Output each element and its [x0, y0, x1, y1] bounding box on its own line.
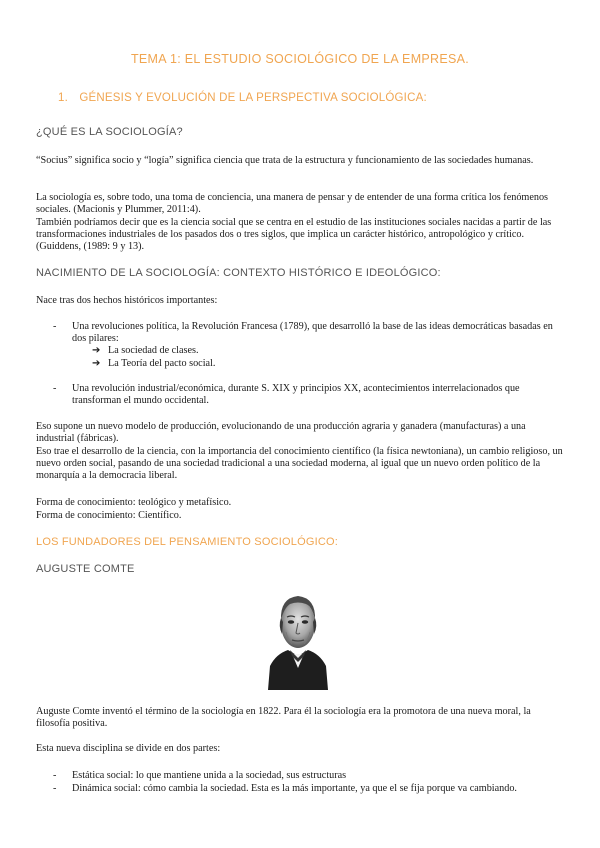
section-label: GÉNESIS Y EVOLUCIÓN DE LA PERSPECTIVA SOCIOLÓGICA:: [79, 92, 427, 104]
paragraph-forma-1: Forma de conocimiento: teológico y metafísico.: [36, 497, 232, 508]
sub-list-item: La sociedad de clases.: [108, 345, 199, 356]
heading-fundadores: LOS FUNDADORES DEL PENSAMIENTO SOCIOLÓGICO:: [36, 536, 338, 548]
bullet-dash: -: [53, 321, 57, 332]
paragraph-ciencia: Eso trae el desarrollo de la ciencia, con la importancia del conocimiento científico (la física newtoniana), un cambio religioso, un nuevo orden social, pasando de una sociedad tradicional a una sociedad moderna, al igual que un nuevo orden político de la monarquía a la democracia liberal.: [36, 446, 563, 482]
paragraph-definition-2: También podríamos decir que es la ciencia social que se centra en el estudio de las instituciones sociales nacidas a partir de las transformaciones industriales de los pasados dos o tres siglos, que implica un carácter histórico, antropológico y crítico. (Guiddens, (1989: 9 y 13).: [36, 217, 552, 253]
heading-nacimiento: NACIMIENTO DE LA SOCIOLOGÍA: CONTEXTO HISTÓRICO E IDEOLÓGICO:: [36, 267, 441, 279]
list-item: Dinámica social: cómo cambia la sociedad. Esta es la más importante, ya que el se fija porque va cambiando.: [72, 783, 517, 794]
paragraph-definition: La sociología es, sobre todo, una toma de conciencia, una manera de pensar y de entender de una forma crítica los fenómenos sociales. (Macionis y Plummer, 2011:4).: [36, 192, 549, 216]
paragraph-produccion: Eso supone un nuevo modelo de producción, evolucionando de una producción agraria y ganadera (manufacturas) a una industrial (fábricas).: [36, 421, 526, 445]
paragraph-intro-hechos: Nace tras dos hechos históricos importantes:: [36, 295, 218, 306]
section-number: 1.: [58, 92, 68, 104]
list-item: Una revolución industrial/económica, durante S. XIX y principios XX, acontecimientos interrelacionados que transforman el mundo occidental.: [72, 383, 520, 407]
section-heading: [58, 92, 427, 104]
bullet-dash: -: [53, 383, 57, 394]
arrow-right-icon: ➔: [92, 345, 101, 356]
paragraph-disciplina: Esta nueva disciplina se divide en dos partes:: [36, 743, 221, 754]
question-heading: ¿QUÉ ES LA SOCIOLOGÍA?: [36, 126, 183, 138]
auguste-comte-portrait: [266, 584, 330, 690]
bullet-dash: -: [53, 783, 57, 794]
sub-list-item: La Teoría del pacto social.: [108, 358, 216, 369]
paragraph-forma-2: Forma de conocimiento: Científico.: [36, 510, 182, 521]
paragraph-socius: “Socius” significa socio y “logía” significa ciencia que trata de la estructura y funcionamiento de las sociedades humanas.: [36, 155, 534, 166]
bullet-dash: -: [53, 770, 57, 781]
page-title: TEMA 1: EL ESTUDIO SOCIOLÓGICO DE LA EMPRESA.: [130, 52, 470, 66]
paragraph-comte: Auguste Comte inventó el término de la sociología en 1822. Para él la sociología era la promotora de una nueva moral, la filosofía positiva.: [36, 706, 531, 730]
list-item: Estática social: lo que mantiene unida a la sociedad, sus estructuras: [72, 770, 347, 781]
arrow-right-icon: ➔: [92, 358, 101, 369]
heading-auguste-comte: AUGUSTE COMTE: [36, 563, 135, 575]
list-item: Una revoluciones política, la Revolución Francesa (1789), que desarrolló la base de las ideas democráticas basadas en dos pilares:: [72, 321, 553, 345]
